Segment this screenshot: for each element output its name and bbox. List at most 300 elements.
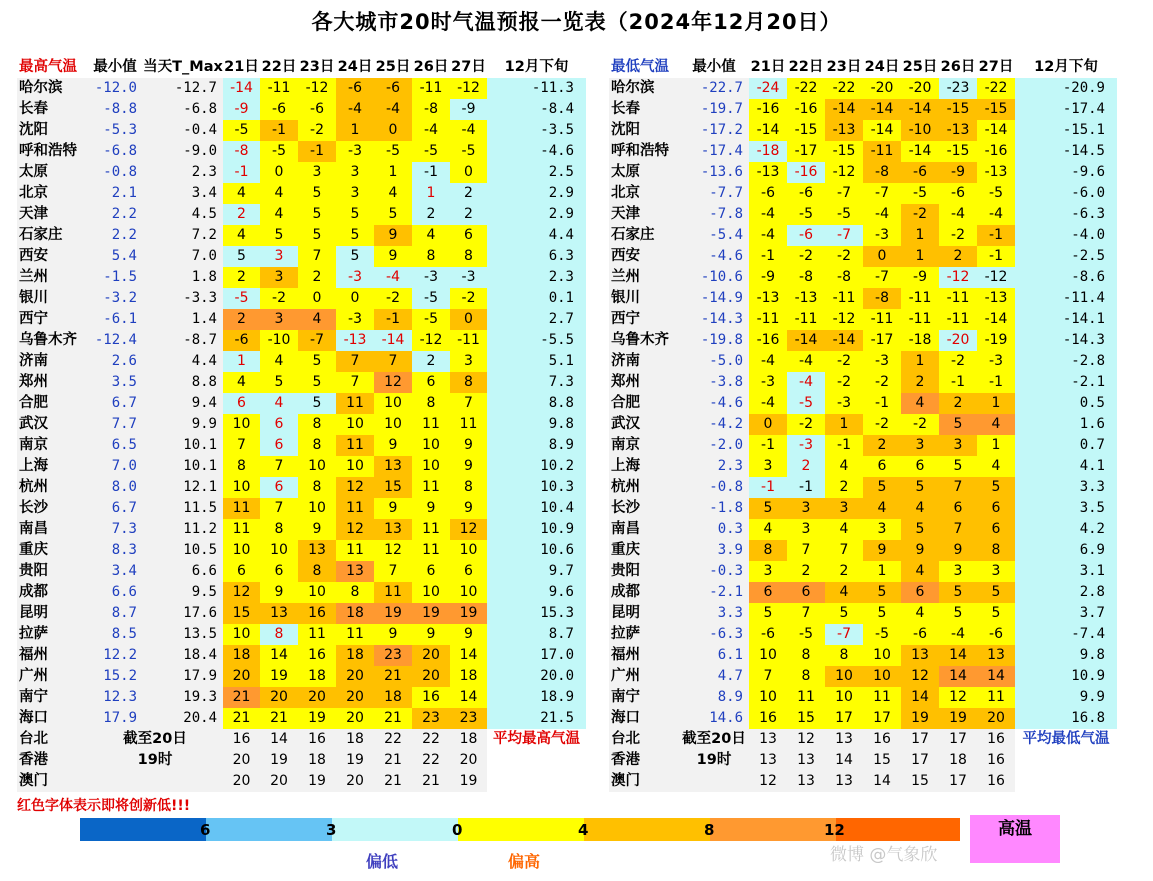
max-city: 澳门 <box>17 771 87 792</box>
max-forecast-cell: 0 <box>450 309 487 330</box>
min-forecast-cell: -10 <box>901 120 939 141</box>
max-city: 香港 <box>17 750 87 771</box>
max-forecast-cell: 5 <box>223 246 260 267</box>
max-forecast-cell: -1 <box>223 162 260 183</box>
min-forecast-cell: -13 <box>787 288 825 309</box>
max-forecast-cell: 10 <box>223 624 260 645</box>
max-forecast-cell: 6 <box>223 561 260 582</box>
min-min-value: -14.9 <box>679 288 749 309</box>
legend-tick-12: 12 <box>824 821 845 839</box>
max-forecast-cell: -3 <box>336 267 374 288</box>
min-forecast-cell: -3 <box>863 351 901 372</box>
min-forecast-cell: -4 <box>787 351 825 372</box>
max-forecast-cell: 10 <box>412 435 450 456</box>
max-forecast-cell: -5 <box>412 288 450 309</box>
max-forecast-cell: 4 <box>260 351 298 372</box>
watermark: 微博 @气象欣 <box>830 845 938 865</box>
min-forecast-cell: -5 <box>863 624 901 645</box>
min-forecast-cell: 3 <box>977 561 1015 582</box>
max-forecast-cell: 15 <box>223 603 260 624</box>
max-forecast-cell: 14 <box>450 687 487 708</box>
min-forecast-cell: 3 <box>939 561 977 582</box>
min-forecast-cell: -7 <box>825 183 863 204</box>
min-forecast-cell: -5 <box>787 393 825 414</box>
max-min-value: 6.5 <box>87 435 143 456</box>
min-forecast-cell: 7 <box>825 540 863 561</box>
min-avg-value: -4.0 <box>1015 225 1117 246</box>
min-extra-cell: 16 <box>863 729 901 750</box>
max-forecast-cell: 3 <box>336 162 374 183</box>
max-city: 上海 <box>17 456 87 477</box>
max-forecast-cell: 20 <box>336 708 374 729</box>
max-forecast-cell: 4 <box>260 204 298 225</box>
min-forecast-cell: 14 <box>901 687 939 708</box>
min-forecast-cell: 19 <box>939 708 977 729</box>
min-city: 西宁 <box>609 309 679 330</box>
max-avg-value: -5.5 <box>487 330 586 351</box>
max-today-value: -9.0 <box>143 141 223 162</box>
max-city: 武汉 <box>17 414 87 435</box>
min-min-value: -14.3 <box>679 309 749 330</box>
min-city: 呼和浩特 <box>609 141 679 162</box>
min-extra-cell: 15 <box>863 750 901 771</box>
min-min-value: -19.7 <box>679 99 749 120</box>
min-forecast-cell: 2 <box>787 456 825 477</box>
min-extra-cell: 17 <box>939 771 977 792</box>
max-forecast-cell: 16 <box>298 645 336 666</box>
max-forecast-cell: -1 <box>260 120 298 141</box>
max-forecast-cell: 10 <box>336 456 374 477</box>
max-forecast-cell: 9 <box>374 624 412 645</box>
legend-tick-8: 8 <box>704 821 715 839</box>
min-avg-value: -6.0 <box>1015 183 1117 204</box>
max-forecast-cell: 18 <box>336 603 374 624</box>
max-forecast-cell: -6 <box>336 78 374 99</box>
max-avg-value: 8.7 <box>487 624 586 645</box>
min-min-value: -10.6 <box>679 267 749 288</box>
max-today-value: 20.4 <box>143 708 223 729</box>
max-avg-value: 21.5 <box>487 708 586 729</box>
max-forecast-cell: 11 <box>336 393 374 414</box>
max-forecast-cell: 6 <box>223 393 260 414</box>
max-avg-value: 10.2 <box>487 456 586 477</box>
min-min-value: -22.7 <box>679 78 749 99</box>
min-forecast-cell: -22 <box>787 78 825 99</box>
max-min-value: 6.7 <box>87 393 143 414</box>
min-forecast-cell: -2 <box>939 351 977 372</box>
max-forecast-cell: 8 <box>260 519 298 540</box>
max-avg-value: 2.3 <box>487 267 586 288</box>
min-city: 乌鲁木齐 <box>609 330 679 351</box>
max-forecast-cell: 9 <box>298 519 336 540</box>
max-avg-value: 10.6 <box>487 540 586 561</box>
max-header-9: 27日 <box>450 57 487 78</box>
min-forecast-cell: -23 <box>939 78 977 99</box>
max-forecast-cell: 5 <box>298 204 336 225</box>
min-forecast-cell: 7 <box>787 540 825 561</box>
min-forecast-cell: 10 <box>749 645 787 666</box>
min-city: 长沙 <box>609 498 679 519</box>
max-forecast-cell: 13 <box>260 603 298 624</box>
max-forecast-cell: 21 <box>374 708 412 729</box>
max-forecast-cell: 23 <box>374 645 412 666</box>
min-avg-value: -9.6 <box>1015 162 1117 183</box>
min-forecast-cell: -14 <box>749 120 787 141</box>
max-forecast-cell: 4 <box>260 183 298 204</box>
min-forecast-cell: -5 <box>787 204 825 225</box>
min-forecast-cell: 6 <box>749 582 787 603</box>
min-forecast-cell: -4 <box>749 351 787 372</box>
min-forecast-cell: 1 <box>977 435 1015 456</box>
max-forecast-cell: -1 <box>412 162 450 183</box>
min-forecast-cell: 14 <box>939 645 977 666</box>
min-avg-value: 6.9 <box>1015 540 1117 561</box>
max-header-4: 22日 <box>260 57 298 78</box>
min-extra-cell: 14 <box>863 771 901 792</box>
min-forecast-cell: -6 <box>939 183 977 204</box>
min-forecast-cell: -18 <box>749 141 787 162</box>
min-forecast-cell: 8 <box>787 645 825 666</box>
min-forecast-cell: 5 <box>825 603 863 624</box>
max-forecast-cell: 5 <box>298 183 336 204</box>
max-forecast-cell: 12 <box>374 372 412 393</box>
max-extra-cell: 22 <box>412 750 450 771</box>
max-forecast-cell: 1 <box>336 120 374 141</box>
max-min-value: 2.2 <box>87 204 143 225</box>
min-forecast-cell: 4 <box>825 582 863 603</box>
min-forecast-cell: 8 <box>825 645 863 666</box>
max-forecast-cell: 20 <box>336 687 374 708</box>
max-today-value: 8.8 <box>143 372 223 393</box>
max-forecast-cell: 11 <box>336 498 374 519</box>
min-header-6: 25日 <box>901 57 939 78</box>
max-avg-value: 5.1 <box>487 351 586 372</box>
min-forecast-cell: -8 <box>787 267 825 288</box>
max-forecast-cell: -1 <box>374 309 412 330</box>
min-forecast-cell: 3 <box>901 435 939 456</box>
min-extra-tail <box>1015 750 1117 771</box>
min-avg-value: 1.6 <box>1015 414 1117 435</box>
min-forecast-cell: 9 <box>863 540 901 561</box>
min-forecast-cell: -14 <box>977 120 1015 141</box>
max-forecast-cell: 8 <box>450 372 487 393</box>
max-city: 拉萨 <box>17 624 87 645</box>
min-avg-value: 3.1 <box>1015 561 1117 582</box>
min-forecast-cell: 4 <box>901 561 939 582</box>
max-min-value: -12.0 <box>87 78 143 99</box>
max-forecast-cell: 5 <box>298 372 336 393</box>
max-forecast-cell: 23 <box>450 708 487 729</box>
max-forecast-cell: 21 <box>223 708 260 729</box>
min-extra-cell: 13 <box>787 750 825 771</box>
min-extra-note <box>679 771 749 792</box>
min-city: 福州 <box>609 645 679 666</box>
min-forecast-cell: 2 <box>825 561 863 582</box>
min-forecast-cell: -24 <box>749 78 787 99</box>
page-title: 各大城市20时气温预报一览表（2024年12月20日） <box>311 10 842 34</box>
max-forecast-cell: 10 <box>412 582 450 603</box>
max-city: 西安 <box>17 246 87 267</box>
min-city: 石家庄 <box>609 225 679 246</box>
min-forecast-cell: -7 <box>825 225 863 246</box>
min-forecast-cell: -14 <box>825 330 863 351</box>
max-min-value: 12.2 <box>87 645 143 666</box>
max-forecast-cell: 11 <box>412 414 450 435</box>
max-forecast-cell: 13 <box>298 540 336 561</box>
min-extra-cell: 16 <box>977 750 1015 771</box>
max-min-value: -3.2 <box>87 288 143 309</box>
min-min-value: -4.2 <box>679 414 749 435</box>
max-header-0: 最高气温 <box>17 57 87 78</box>
max-forecast-cell: 11 <box>412 477 450 498</box>
min-forecast-cell: 12 <box>939 687 977 708</box>
max-forecast-cell: 0 <box>374 120 412 141</box>
min-avg-value: -2.8 <box>1015 351 1117 372</box>
max-today-value: 10.1 <box>143 435 223 456</box>
max-forecast-cell: 9 <box>260 582 298 603</box>
max-city: 乌鲁木齐 <box>17 330 87 351</box>
max-avg-value: 17.0 <box>487 645 586 666</box>
min-forecast-cell: -14 <box>901 99 939 120</box>
min-min-value: -7.8 <box>679 204 749 225</box>
max-forecast-cell: 4 <box>412 225 450 246</box>
min-forecast-cell: 14 <box>977 666 1015 687</box>
min-forecast-cell: 1 <box>863 561 901 582</box>
max-today-value: -8.7 <box>143 330 223 351</box>
max-forecast-cell: 6 <box>450 225 487 246</box>
min-forecast-cell: -4 <box>939 624 977 645</box>
max-today-value: 3.4 <box>143 183 223 204</box>
max-min-value: 15.2 <box>87 666 143 687</box>
min-forecast-cell: -7 <box>825 624 863 645</box>
min-forecast-cell: -14 <box>977 309 1015 330</box>
min-forecast-cell: 4 <box>901 603 939 624</box>
max-forecast-cell: -4 <box>450 120 487 141</box>
max-min-value: 8.3 <box>87 540 143 561</box>
max-forecast-cell: 11 <box>412 540 450 561</box>
max-forecast-cell: 5 <box>336 204 374 225</box>
min-forecast-cell: -16 <box>749 99 787 120</box>
max-forecast-cell: 10 <box>412 456 450 477</box>
min-forecast-cell: 3 <box>787 519 825 540</box>
min-forecast-cell: 0 <box>863 246 901 267</box>
max-today-value: 7.0 <box>143 246 223 267</box>
min-city: 南宁 <box>609 687 679 708</box>
min-forecast-cell: -12 <box>825 309 863 330</box>
max-city: 南昌 <box>17 519 87 540</box>
max-extra-tail <box>487 750 586 771</box>
min-min-value: -13.6 <box>679 162 749 183</box>
min-forecast-cell: -20 <box>939 330 977 351</box>
max-today-value: 9.4 <box>143 393 223 414</box>
max-forecast-cell: 5 <box>298 351 336 372</box>
max-forecast-cell: 9 <box>374 225 412 246</box>
max-extra-cell: 20 <box>260 771 298 792</box>
min-forecast-cell: 6 <box>901 582 939 603</box>
max-min-value: 3.4 <box>87 561 143 582</box>
max-forecast-cell: 18 <box>298 666 336 687</box>
min-forecast-cell: 5 <box>977 603 1015 624</box>
max-forecast-cell: -8 <box>412 99 450 120</box>
min-forecast-cell: -3 <box>825 393 863 414</box>
min-forecast-cell: -7 <box>863 183 901 204</box>
min-avg-value: 9.8 <box>1015 645 1117 666</box>
max-city: 南京 <box>17 435 87 456</box>
max-city: 海口 <box>17 708 87 729</box>
max-forecast-cell: 20 <box>223 666 260 687</box>
max-forecast-cell: 7 <box>374 351 412 372</box>
max-forecast-cell: -2 <box>298 120 336 141</box>
legend-tick-0: 0 <box>452 821 463 839</box>
min-avg-value: -6.3 <box>1015 204 1117 225</box>
max-today-value: 6.6 <box>143 561 223 582</box>
min-forecast-cell: 4 <box>825 519 863 540</box>
min-header-7: 26日 <box>939 57 977 78</box>
max-extra-cell: 14 <box>260 729 298 750</box>
max-forecast-cell: -6 <box>260 99 298 120</box>
legend-swatch-much-higher <box>710 818 836 841</box>
min-forecast-cell: 10 <box>825 687 863 708</box>
max-forecast-cell: 2 <box>223 309 260 330</box>
min-forecast-cell: 5 <box>939 582 977 603</box>
min-min-value: -2.1 <box>679 582 749 603</box>
min-forecast-cell: 9 <box>939 540 977 561</box>
max-forecast-cell: -8 <box>223 141 260 162</box>
max-forecast-cell: 13 <box>374 519 412 540</box>
min-forecast-cell: -6 <box>749 624 787 645</box>
min-forecast-cell: -11 <box>939 309 977 330</box>
max-forecast-cell: 11 <box>336 540 374 561</box>
min-forecast-cell: 5 <box>939 414 977 435</box>
max-forecast-cell: 6 <box>260 561 298 582</box>
min-forecast-cell: -15 <box>939 99 977 120</box>
max-header-7: 25日 <box>374 57 412 78</box>
min-city: 海口 <box>609 708 679 729</box>
min-forecast-cell: -13 <box>977 162 1015 183</box>
max-forecast-cell: 13 <box>336 561 374 582</box>
max-avg-value: 20.0 <box>487 666 586 687</box>
min-forecast-cell: 17 <box>825 708 863 729</box>
max-min-value: 8.7 <box>87 603 143 624</box>
min-forecast-cell: -14 <box>787 330 825 351</box>
max-forecast-cell: 0 <box>336 288 374 309</box>
min-avg-value: 3.7 <box>1015 603 1117 624</box>
max-avg-value: 9.8 <box>487 414 586 435</box>
legend-hot-label: 高温 <box>970 815 1060 863</box>
max-forecast-cell: 10 <box>450 582 487 603</box>
min-forecast-cell: 5 <box>901 519 939 540</box>
min-city: 拉萨 <box>609 624 679 645</box>
min-header-8: 27日 <box>977 57 1015 78</box>
max-forecast-cell: 9 <box>374 246 412 267</box>
max-city: 重庆 <box>17 540 87 561</box>
max-forecast-cell: 6 <box>450 561 487 582</box>
max-forecast-cell: -7 <box>298 330 336 351</box>
max-header-3: 21日 <box>223 57 260 78</box>
max-forecast-cell: 2 <box>412 204 450 225</box>
max-forecast-cell: 20 <box>298 687 336 708</box>
min-forecast-cell: 2 <box>939 246 977 267</box>
max-min-value: -5.3 <box>87 120 143 141</box>
max-forecast-cell: 8 <box>412 246 450 267</box>
min-city: 广州 <box>609 666 679 687</box>
min-forecast-cell: 3 <box>749 456 787 477</box>
max-forecast-cell: -1 <box>298 141 336 162</box>
max-forecast-cell: 4 <box>223 372 260 393</box>
max-forecast-cell: 8 <box>298 414 336 435</box>
max-today-value: 17.9 <box>143 666 223 687</box>
max-today-value: 13.5 <box>143 624 223 645</box>
min-forecast-cell: -13 <box>977 288 1015 309</box>
max-forecast-cell: -13 <box>336 330 374 351</box>
min-min-value: -6.3 <box>679 624 749 645</box>
min-city: 天津 <box>609 204 679 225</box>
min-city: 银川 <box>609 288 679 309</box>
max-city: 西宁 <box>17 309 87 330</box>
min-city: 香港 <box>609 750 679 771</box>
min-min-value: 8.9 <box>679 687 749 708</box>
max-forecast-cell: 3 <box>260 309 298 330</box>
max-avg-value: 6.3 <box>487 246 586 267</box>
min-forecast-cell: 5 <box>749 603 787 624</box>
min-forecast-cell: -14 <box>863 120 901 141</box>
min-forecast-cell: 8 <box>749 540 787 561</box>
max-city: 贵阳 <box>17 561 87 582</box>
max-forecast-cell: 4 <box>298 309 336 330</box>
max-forecast-cell: -4 <box>374 99 412 120</box>
max-forecast-cell: 0 <box>450 162 487 183</box>
max-forecast-cell: 20 <box>412 645 450 666</box>
max-today-value: -12.7 <box>143 78 223 99</box>
max-forecast-cell: 2 <box>450 204 487 225</box>
min-forecast-cell: -11 <box>939 288 977 309</box>
max-today-value: 10.1 <box>143 456 223 477</box>
max-extra-cell: 19 <box>260 750 298 771</box>
min-forecast-cell: -18 <box>901 330 939 351</box>
max-forecast-cell: 3 <box>336 183 374 204</box>
min-forecast-cell: 7 <box>939 519 977 540</box>
min-avg-value: 0.7 <box>1015 435 1117 456</box>
max-forecast-cell: 18 <box>450 666 487 687</box>
min-min-value: 2.3 <box>679 456 749 477</box>
min-forecast-cell: -3 <box>749 372 787 393</box>
min-forecast-cell: 1 <box>977 393 1015 414</box>
min-extra-cell: 16 <box>977 771 1015 792</box>
max-min-value: 2.1 <box>87 183 143 204</box>
max-avg-value: 8.8 <box>487 393 586 414</box>
min-forecast-cell: -11 <box>863 141 901 162</box>
max-forecast-cell: 21 <box>260 708 298 729</box>
max-forecast-cell: 11 <box>298 624 336 645</box>
max-min-value: -1.5 <box>87 267 143 288</box>
min-forecast-cell: -9 <box>939 162 977 183</box>
red-font-note: 红色字体表示即将创新低!!! <box>17 798 191 814</box>
max-forecast-cell: -12 <box>298 78 336 99</box>
max-forecast-cell: 10 <box>336 414 374 435</box>
min-forecast-cell: -4 <box>749 225 787 246</box>
min-header-0: 最低气温 <box>609 57 679 78</box>
max-forecast-cell: 18 <box>336 645 374 666</box>
min-forecast-cell: -8 <box>825 267 863 288</box>
max-city: 呼和浩特 <box>17 141 87 162</box>
min-forecast-cell: 10 <box>863 645 901 666</box>
min-min-value: 3.9 <box>679 540 749 561</box>
min-avg-value: -15.1 <box>1015 120 1117 141</box>
min-forecast-cell: -3 <box>863 225 901 246</box>
min-city: 长春 <box>609 99 679 120</box>
max-forecast-cell: 9 <box>374 435 412 456</box>
min-forecast-cell: -1 <box>749 246 787 267</box>
